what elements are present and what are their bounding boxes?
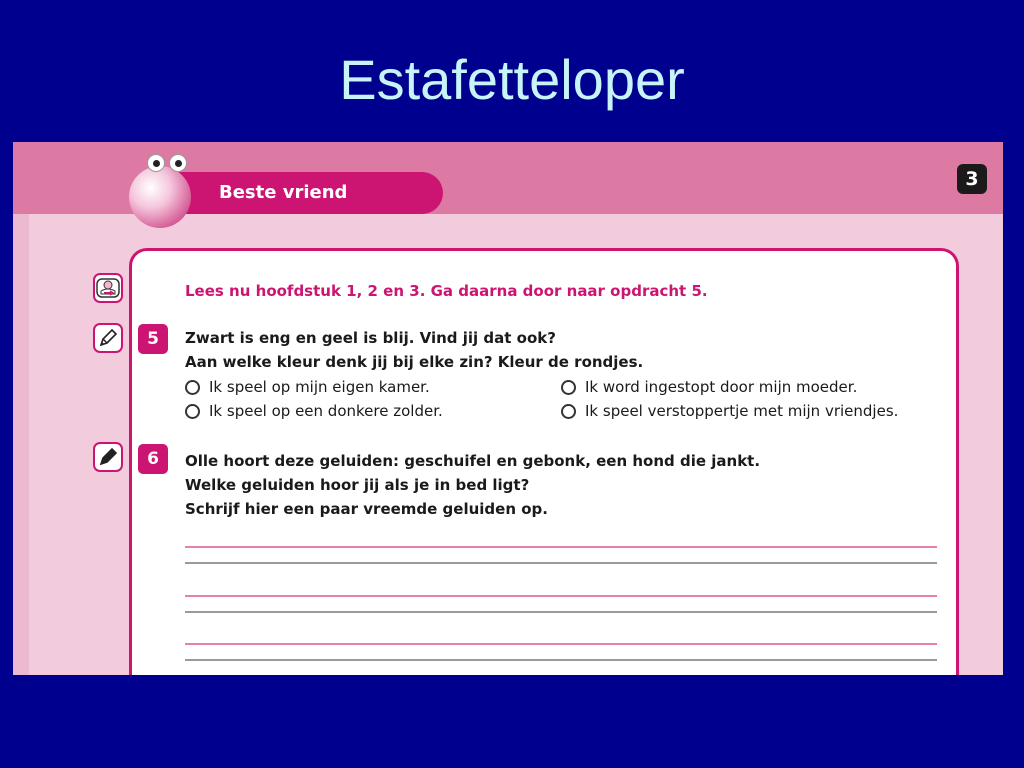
writing-line[interactable] <box>185 546 937 548</box>
question-number-5: 5 <box>138 324 168 354</box>
worksheet-page <box>13 142 1003 675</box>
chapter-number-badge: 3 <box>957 164 987 194</box>
question-6-line-3: Schrijf hier een paar vreemde geluiden op. <box>185 500 548 518</box>
option-row[interactable] <box>561 402 898 420</box>
chapter-title-banner: Beste vriend <box>179 172 443 214</box>
mascot-body <box>129 166 191 228</box>
radio-circle-icon[interactable] <box>561 380 576 395</box>
option-row[interactable] <box>185 402 443 420</box>
writing-line[interactable] <box>185 659 937 661</box>
option-label: Ik speel op een donkere zolder. <box>209 402 443 420</box>
option-row[interactable] <box>561 378 857 396</box>
radio-circle-icon[interactable] <box>561 404 576 419</box>
left-margin-strip <box>13 214 29 675</box>
pencil-icon <box>93 323 123 353</box>
radio-circle-icon[interactable] <box>185 404 200 419</box>
pencil-icon <box>93 442 123 472</box>
option-label: Ik speel op mijn eigen kamer. <box>209 378 430 396</box>
slide-title: Estafetteloper <box>339 48 685 111</box>
reading-instruction: Lees nu hoofdstuk 1, 2 en 3. Ga daarna door naar opdracht 5. <box>185 282 708 300</box>
question-number-6: 6 <box>138 444 168 474</box>
writing-line[interactable] <box>185 595 937 597</box>
writing-line[interactable] <box>185 643 937 645</box>
question-5-line-2: Aan welke kleur denk jij bij elke zin? Kleur de rondjes. <box>185 353 644 371</box>
mascot-left-eye <box>147 154 165 172</box>
question-6-line-2: Welke geluiden hoor jij als je in bed ligt? <box>185 476 530 494</box>
reading-icon <box>93 273 123 303</box>
writing-line[interactable] <box>185 562 937 564</box>
mascot-right-eye <box>169 154 187 172</box>
writing-line[interactable] <box>185 611 937 613</box>
option-label: Ik speel verstoppertje met mijn vriendjes. <box>585 402 899 420</box>
option-label: Ik word ingestopt door mijn moeder. <box>585 378 858 396</box>
question-5-line-1: Zwart is eng en geel is blij. Vind jij dat ook? <box>185 329 556 347</box>
radio-circle-icon[interactable] <box>185 380 200 395</box>
option-row[interactable] <box>185 378 430 396</box>
mascot-ball-icon <box>125 154 213 240</box>
question-6-line-1: Olle hoort deze geluiden: geschuifel en gebonk, een hond die jankt. <box>185 452 761 470</box>
